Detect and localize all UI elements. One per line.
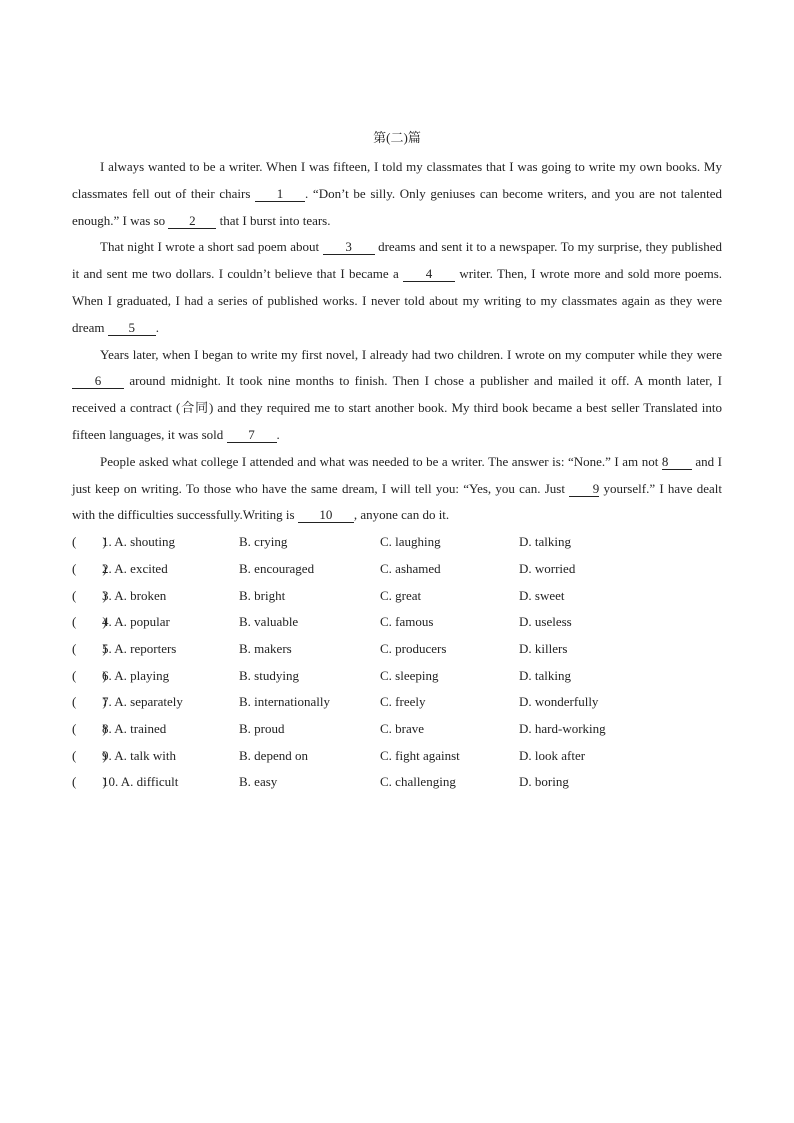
option-d: D. hard-working [519,720,606,736]
text: . [155,319,159,335]
answer-paren[interactable]: ( ) [72,720,107,736]
option-a: 3. A. broken [102,587,167,603]
answer-paren[interactable]: ( ) [72,614,107,630]
text: . “Don’t be silly. Only geniuses can become writers, and you are not talented enough.” I was so [72,185,722,228]
passage-paragraph-3 [72,342,722,449]
option-b: B. makers [239,640,292,656]
answer-paren[interactable]: ( ) [72,587,107,603]
question-row [72,583,722,610]
option-b: B. proud [239,720,285,736]
option-c: C. laughing [380,534,441,550]
blank-2: 2 [168,213,216,229]
blank-7: 7 [227,427,277,443]
option-c: C. brave [380,720,425,736]
question-row [72,689,722,716]
option-c: C. ashamed [380,560,441,576]
text: yourself.” I have dealt with the difficulties successfully.Writing is [72,480,722,523]
option-a: 8. A. trained [102,720,167,736]
option-d: D. talking [519,534,571,550]
answer-paren[interactable]: ( ) [72,747,107,763]
option-a: 7. A. separately [102,694,183,710]
question-row [72,663,722,690]
option-b: B. studying [239,667,299,683]
option-a: 10. A. difficult [102,774,179,790]
option-d: D. killers [519,640,568,656]
option-b: B. crying [239,534,288,550]
blank-4: 4 [403,266,455,282]
answer-paren[interactable]: ( ) [72,640,107,656]
text: around midnight. It took nine months to finish. Then I chose a publisher and mailed it off. A month later, I received a contract (合同) and they required me to start another book. My third book became a best seller Translated into fifteen languages, it was sold [72,373,722,442]
answer-paren[interactable]: ( ) [72,560,107,576]
option-a: 5. A. reporters [102,640,177,656]
question-row [72,529,722,556]
text: That night I wrote a short sad poem about [100,239,323,255]
text: , anyone can do it. [353,507,450,523]
question-row [72,609,722,636]
option-d: D. boring [519,774,569,790]
option-c: C. fight against [380,747,460,763]
question-list [72,529,722,796]
passage-paragraph-2 [72,234,722,341]
option-a: 6. A. playing [102,667,170,683]
question-row [72,556,722,583]
option-b: B. easy [239,774,278,790]
option-c: C. challenging [380,774,456,790]
text: People asked what college I attended and what was needed to be a writer. The answer is: “None.” I am not [100,453,662,469]
text: . [276,426,280,442]
option-b: B. depend on [239,747,308,763]
question-row [72,743,722,770]
option-c: C. producers [380,640,447,656]
text: and I just keep on writing. To those who have the same dream, I will tell you: “Yes, you can. Just [72,453,722,496]
passage-paragraph-1 [72,154,722,234]
option-a: 9. A. talk with [102,747,177,763]
option-d: D. sweet [519,587,565,603]
document-page [72,128,722,796]
blank-9: 9 [569,481,599,497]
blank-5: 5 [108,320,156,336]
option-d: D. useless [519,614,572,630]
question-row [72,769,722,796]
blank-1: 1 [255,186,305,202]
option-b: B. internationally [239,694,330,710]
option-c: C. great [380,587,422,603]
answer-paren[interactable]: ( ) [72,694,107,710]
option-d: D. wonderfully [519,694,599,710]
blank-8: 8 [662,454,692,470]
option-d: D. worried [519,560,576,576]
option-c: C. freely [380,694,426,710]
option-b: B. encouraged [239,560,315,576]
blank-6: 6 [72,373,124,389]
question-row [72,716,722,743]
passage-paragraph-4 [72,449,722,529]
option-c: C. sleeping [380,667,439,683]
option-c: C. famous [380,614,434,630]
blank-3: 3 [323,239,375,255]
text: Years later, when I began to write my first novel, I already had two children. I wrote on my computer while they were [100,346,722,362]
answer-paren[interactable]: ( ) [72,774,107,790]
text: I always wanted to be a writer. When I was fifteen, I told my classmates that I was going to write my own books. My classmates fell out of their chairs [72,159,722,201]
option-a: 1. A. shouting [102,534,175,550]
text: dreams and sent it to a newspaper. To my surprise, they published it and sent me two dollars. I couldn’t believe that I became a [72,239,722,282]
option-a: 2. A. excited [102,560,168,576]
text: writer. Then, I wrote more and sold more poems. When I graduated, I had a series of published works. I never told about my writing to my classmates again as they were dream [72,266,722,335]
option-d: D. talking [519,667,571,683]
option-b: B. bright [239,587,286,603]
answer-paren[interactable]: ( ) [72,534,107,550]
answer-paren[interactable]: ( ) [72,667,107,683]
text: that I burst into tears. [216,212,331,228]
option-b: B. valuable [239,614,299,630]
question-row [72,636,722,663]
option-d: D. look after [519,747,586,763]
section-title: 第(二)篇 [373,130,421,145]
blank-10: 10 [298,507,354,523]
option-a: 4. A. popular [102,614,170,630]
